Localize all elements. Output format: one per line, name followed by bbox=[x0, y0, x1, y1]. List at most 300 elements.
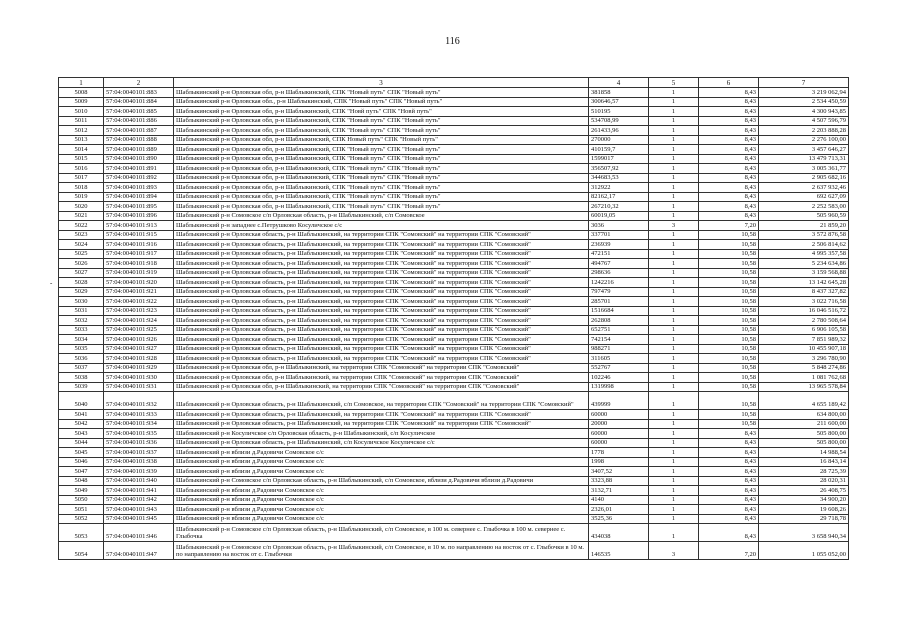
row-number-cell: 5031 bbox=[59, 306, 104, 316]
category-cell: 3 bbox=[649, 542, 699, 560]
area-cell: 410159,7 bbox=[589, 145, 649, 155]
table-row bbox=[59, 249, 849, 259]
category-cell: 1 bbox=[649, 240, 699, 250]
rate-cell: 8,43 bbox=[699, 467, 759, 477]
category-cell: 1 bbox=[649, 514, 699, 524]
table-row bbox=[59, 230, 849, 240]
category-cell: 1 bbox=[649, 297, 699, 307]
area-cell: 494767 bbox=[589, 259, 649, 269]
row-number-cell: 5020 bbox=[59, 202, 104, 212]
cadastral-value-cell: 2 276 100,00 bbox=[759, 135, 849, 145]
row-number-cell: 5011 bbox=[59, 116, 104, 126]
rate-cell: 10,58 bbox=[699, 268, 759, 278]
table-row bbox=[59, 97, 849, 107]
category-cell: 1 bbox=[649, 467, 699, 477]
address-cell: Шаблыкинский р-н вблизи д.Радовичи Сомовское с/с bbox=[174, 514, 589, 524]
rate-cell: 10,58 bbox=[699, 306, 759, 316]
address-cell: Шаблыкинский р-н Орловская область, р-н Шаблыкинский, на территории СПК "Сомовский" на территории СПК "Сомовский" bbox=[174, 335, 589, 345]
area-cell: 652751 bbox=[589, 325, 649, 335]
category-cell: 1 bbox=[649, 429, 699, 439]
address-cell: Шаблыкинский р-н Орловская область, р-н Шаблыкинский, на территории СПК "Сомовский" на территории СПК "Сомовский" bbox=[174, 410, 589, 420]
table-row bbox=[59, 192, 849, 202]
address-cell: Шаблыкинский р-н Орловская область, р-н Шаблыкинский, на территории СПК "Сомовский" на территории СПК "Сомовский" bbox=[174, 419, 589, 429]
cadastral-number-cell: 57:04:0040101:921 bbox=[104, 287, 174, 297]
category-cell: 1 bbox=[649, 373, 699, 383]
address-cell: Шаблыкинский р-н Косуличское с/п Орловская область, р-н Шаблыкинский, с/п Косуличское bbox=[174, 429, 589, 439]
area-cell: 60000 bbox=[589, 438, 649, 448]
category-cell: 1 bbox=[649, 126, 699, 136]
cadastral-number-cell: 57:04:0040101:936 bbox=[104, 438, 174, 448]
row-number-cell: 5030 bbox=[59, 297, 104, 307]
row-number-cell: 5022 bbox=[59, 221, 104, 231]
row-number-cell: 5027 bbox=[59, 268, 104, 278]
address-cell: Шаблыкинский р-н Орловская обл, р-н Шаблыкинский, на территории СПК "Сомовский" на территории СПК "Сомовский" bbox=[174, 363, 589, 373]
table-row bbox=[59, 505, 849, 515]
area-cell: 2326,01 bbox=[589, 505, 649, 515]
area-cell: 312922 bbox=[589, 183, 649, 193]
cadastral-value-cell: 28 725,39 bbox=[759, 467, 849, 477]
rate-cell: 10,58 bbox=[699, 297, 759, 307]
table-row bbox=[59, 542, 849, 560]
category-cell: 1 bbox=[649, 438, 699, 448]
rate-cell: 8,43 bbox=[699, 164, 759, 174]
cadastral-number-cell: 57:04:0040101:924 bbox=[104, 316, 174, 326]
cadastral-value-cell: 4 655 189,42 bbox=[759, 392, 849, 410]
address-cell: Шаблыкинский р-н Орловская область, р-н Шаблыкинский, на территории СПК "Сомовский" на территории СПК "Сомовский" bbox=[174, 249, 589, 259]
header-cell: 1 bbox=[59, 78, 104, 88]
category-cell: 1 bbox=[649, 382, 699, 392]
rate-cell: 8,43 bbox=[699, 183, 759, 193]
cadastral-value-cell: 505 800,00 bbox=[759, 429, 849, 439]
rate-cell: 8,43 bbox=[699, 192, 759, 202]
address-cell: Шаблыкинский р-н Орловская обл, р-н Шаблыкинский, СПК "Новый путь" СПК "Новый путь" bbox=[174, 164, 589, 174]
rate-cell: 10,58 bbox=[699, 278, 759, 288]
table-row bbox=[59, 495, 849, 505]
rate-cell: 8,43 bbox=[699, 438, 759, 448]
cadastral-number-cell: 57:04:0040101:919 bbox=[104, 268, 174, 278]
category-cell: 1 bbox=[649, 457, 699, 467]
cadastral-value-cell: 4 507 596,79 bbox=[759, 116, 849, 126]
area-cell: 102246 bbox=[589, 373, 649, 383]
address-cell: Шаблыкинский р-н Сомовское с/п Орловская область, р-н Шаблыкинский, с/п Сомовское, вблизи д.Радовичи вблизи д.Радовичи bbox=[174, 476, 589, 486]
cadastral-value-cell: 4 300 943,85 bbox=[759, 107, 849, 117]
row-number-cell: 5051 bbox=[59, 505, 104, 515]
cadastral-value-cell: 29 718,78 bbox=[759, 514, 849, 524]
table-body bbox=[59, 88, 849, 560]
address-cell: Шаблыкинский р-н Орловская обл, р-н Шаблыкинский, СПК "Новый путь" СПК "Новый путь" bbox=[174, 173, 589, 183]
table-row bbox=[59, 240, 849, 250]
address-cell: Шаблыкинский р-н Орловская обл, р-н Шаблыкинский, СПК "Новый путь" СПК "Новый путь" bbox=[174, 202, 589, 212]
cadastral-value-cell: 10 455 907,18 bbox=[759, 344, 849, 354]
row-number-cell: 5014 bbox=[59, 145, 104, 155]
cadastral-value-cell: 28 020,31 bbox=[759, 476, 849, 486]
cadastral-value-cell: 26 408,75 bbox=[759, 486, 849, 496]
cadastral-value-cell: 3 005 361,77 bbox=[759, 164, 849, 174]
table-row bbox=[59, 392, 849, 410]
address-cell: Шаблыкинский р-н Орловская область, р-н Шаблыкинский, на территории СПК "Сомовский" на территории СПК "Сомовский" bbox=[174, 297, 589, 307]
cadastral-number-cell: 57:04:0040101:886 bbox=[104, 116, 174, 126]
category-cell: 1 bbox=[649, 88, 699, 98]
category-cell: 1 bbox=[649, 107, 699, 117]
cadastral-value-cell: 2 506 814,62 bbox=[759, 240, 849, 250]
table-row bbox=[59, 221, 849, 231]
table-row bbox=[59, 287, 849, 297]
category-cell: 1 bbox=[649, 278, 699, 288]
cadastral-value-cell: 13 142 645,28 bbox=[759, 278, 849, 288]
rate-cell: 10,58 bbox=[699, 230, 759, 240]
row-number-cell: 5038 bbox=[59, 373, 104, 383]
row-number-cell: 5034 bbox=[59, 335, 104, 345]
table-row bbox=[59, 164, 849, 174]
area-cell: 552767 bbox=[589, 363, 649, 373]
area-cell: 267210,32 bbox=[589, 202, 649, 212]
cadastral-number-cell: 57:04:0040101:893 bbox=[104, 183, 174, 193]
row-number-cell: 5046 bbox=[59, 457, 104, 467]
area-cell: 20000 bbox=[589, 419, 649, 429]
cadastral-value-cell: 16 843,14 bbox=[759, 457, 849, 467]
rate-cell: 10,58 bbox=[699, 419, 759, 429]
rate-cell: 8,43 bbox=[699, 88, 759, 98]
address-cell: Шаблыкинский р-н вблизи д.Радовичи Сомовское с/с bbox=[174, 448, 589, 458]
rate-cell: 8,43 bbox=[699, 211, 759, 221]
cadastral-value-cell: 1 081 762,68 bbox=[759, 373, 849, 383]
category-cell: 1 bbox=[649, 116, 699, 126]
rate-cell: 10,58 bbox=[699, 373, 759, 383]
cadastral-number-cell: 57:04:0040101:941 bbox=[104, 486, 174, 496]
table-row bbox=[59, 88, 849, 98]
table-row bbox=[59, 419, 849, 429]
row-number-cell: 5016 bbox=[59, 164, 104, 174]
cadastral-number-cell: 57:04:0040101:917 bbox=[104, 249, 174, 259]
table-row bbox=[59, 344, 849, 354]
category-cell: 3 bbox=[649, 221, 699, 231]
address-cell: Шаблыкинский р-н Орловская обл, р-н Шаблыкинский, на территории СПК "Сомовский" на территории СПК "Сомовский" bbox=[174, 373, 589, 383]
area-cell: 270000 bbox=[589, 135, 649, 145]
area-cell: 60000 bbox=[589, 410, 649, 420]
row-number-cell: 5025 bbox=[59, 249, 104, 259]
cadastral-number-cell: 57:04:0040101:918 bbox=[104, 259, 174, 269]
table-row bbox=[59, 268, 849, 278]
area-cell: 60019,05 bbox=[589, 211, 649, 221]
table-row bbox=[59, 429, 849, 439]
row-number-cell: 5032 bbox=[59, 316, 104, 326]
rate-cell: 8,43 bbox=[699, 126, 759, 136]
cadastral-number-cell: 57:04:0040101:925 bbox=[104, 325, 174, 335]
area-cell: 311605 bbox=[589, 354, 649, 364]
category-cell: 1 bbox=[649, 183, 699, 193]
cadastral-value-cell: 3 159 568,88 bbox=[759, 268, 849, 278]
row-number-cell: 5009 bbox=[59, 97, 104, 107]
rate-cell: 10,58 bbox=[699, 259, 759, 269]
header-cell: 3 bbox=[174, 78, 589, 88]
rate-cell: 8,43 bbox=[699, 107, 759, 117]
cadastral-value-cell: 3 296 780,90 bbox=[759, 354, 849, 364]
area-cell: 381858 bbox=[589, 88, 649, 98]
row-number-cell: 5053 bbox=[59, 524, 104, 542]
area-cell: 356507,92 bbox=[589, 164, 649, 174]
category-cell: 1 bbox=[649, 135, 699, 145]
table-row bbox=[59, 410, 849, 420]
table-row bbox=[59, 297, 849, 307]
address-cell: Шаблыкинский р-н Орловская область, р-н Шаблыкинский, с/п Косуличское Косуличское с/с bbox=[174, 438, 589, 448]
table-row bbox=[59, 278, 849, 288]
category-cell: 1 bbox=[649, 448, 699, 458]
address-cell: Шаблыкинский р-н Орловская область, р-н Шаблыкинский, на территории СПК "Сомовский" на территории СПК "Сомовский" bbox=[174, 259, 589, 269]
area-cell: 472151 bbox=[589, 249, 649, 259]
category-cell: 1 bbox=[649, 230, 699, 240]
page-number: 116 bbox=[445, 36, 460, 47]
row-number-cell: 5043 bbox=[59, 429, 104, 439]
area-cell: 1319998 bbox=[589, 382, 649, 392]
cadastral-number-cell: 57:04:0040101:896 bbox=[104, 211, 174, 221]
cadastral-number-cell: 57:04:0040101:915 bbox=[104, 230, 174, 240]
table-row bbox=[59, 373, 849, 383]
cadastral-number-cell: 57:04:0040101:939 bbox=[104, 467, 174, 477]
category-cell: 1 bbox=[649, 354, 699, 364]
header-cell: 7 bbox=[759, 78, 849, 88]
table-row bbox=[59, 524, 849, 542]
cadastral-value-cell: 3 219 062,94 bbox=[759, 88, 849, 98]
cadastral-number-cell: 57:04:0040101:916 bbox=[104, 240, 174, 250]
table-row bbox=[59, 316, 849, 326]
header-cell: 2 bbox=[104, 78, 174, 88]
cadastral-number-cell: 57:04:0040101:920 bbox=[104, 278, 174, 288]
row-number-cell: 5050 bbox=[59, 495, 104, 505]
area-cell: 439999 bbox=[589, 392, 649, 410]
category-cell: 1 bbox=[649, 524, 699, 542]
category-cell: 1 bbox=[649, 192, 699, 202]
category-cell: 1 bbox=[649, 259, 699, 269]
row-number-cell: 5044 bbox=[59, 438, 104, 448]
table-row bbox=[59, 126, 849, 136]
address-cell: Шаблыкинский р-н Орловская область, р-н Шаблыкинский, на территории СПК "Сомовский" на территории СПК "Сомовский" bbox=[174, 306, 589, 316]
table-row bbox=[59, 486, 849, 496]
cadastral-value-cell: 19 608,26 bbox=[759, 505, 849, 515]
category-cell: 1 bbox=[649, 495, 699, 505]
row-number-cell: 5047 bbox=[59, 467, 104, 477]
table-row bbox=[59, 467, 849, 477]
cadastral-number-cell: 57:04:0040101:933 bbox=[104, 410, 174, 420]
cadastral-number-cell: 57:04:0040101:885 bbox=[104, 107, 174, 117]
area-cell: 236939 bbox=[589, 240, 649, 250]
row-number-cell: 5013 bbox=[59, 135, 104, 145]
table-row bbox=[59, 173, 849, 183]
cadastral-value-cell: 1 055 052,00 bbox=[759, 542, 849, 560]
row-number-cell: 5054 bbox=[59, 542, 104, 560]
row-number-cell: 5037 bbox=[59, 363, 104, 373]
row-number-cell: 5026 bbox=[59, 259, 104, 269]
category-cell: 1 bbox=[649, 335, 699, 345]
cadastral-number-cell: 57:04:0040101:938 bbox=[104, 457, 174, 467]
table-row bbox=[59, 382, 849, 392]
rate-cell: 8,43 bbox=[699, 448, 759, 458]
cadastral-value-cell: 3 572 876,58 bbox=[759, 230, 849, 240]
cadastral-number-cell: 57:04:0040101:892 bbox=[104, 173, 174, 183]
address-cell: Шаблыкинский р-н Орловская обл., р-н Шаблыкинский, СПК "Новый путь" СПК "Новый путь" bbox=[174, 97, 589, 107]
area-cell: 742154 bbox=[589, 335, 649, 345]
address-cell: Шаблыкинский р-н Орловская область, р-н Шаблыкинский, на территории СПК "Сомовский" на территории СПК "Сомовский" bbox=[174, 287, 589, 297]
category-cell: 1 bbox=[649, 306, 699, 316]
address-cell: Шаблыкинский р-н Орловская обл, р-н Шаблыкинский, СПК Новый путь" СПК "Новый путь" bbox=[174, 135, 589, 145]
rate-cell: 10,58 bbox=[699, 287, 759, 297]
address-cell: Шаблыкинский р-н Орловская область, р-н Шаблыкинский, на территории СПК "Сомовский" на территории СПК "Сомовский" bbox=[174, 325, 589, 335]
area-cell: 3525,36 bbox=[589, 514, 649, 524]
rate-cell: 8,43 bbox=[699, 486, 759, 496]
rate-cell: 7,20 bbox=[699, 221, 759, 231]
row-number-cell: 5039 bbox=[59, 382, 104, 392]
row-number-cell: 5041 bbox=[59, 410, 104, 420]
rate-cell: 10,58 bbox=[699, 382, 759, 392]
table-row bbox=[59, 306, 849, 316]
header-row bbox=[59, 78, 849, 88]
cadastral-value-cell: 4 995 357,58 bbox=[759, 249, 849, 259]
category-cell: 1 bbox=[649, 249, 699, 259]
row-number-cell: 5036 bbox=[59, 354, 104, 364]
area-cell: 298636 bbox=[589, 268, 649, 278]
area-cell: 1998 bbox=[589, 457, 649, 467]
row-number-cell: 5010 bbox=[59, 107, 104, 117]
cadastral-value-cell: 505 800,00 bbox=[759, 438, 849, 448]
table-row bbox=[59, 325, 849, 335]
cadastral-number-cell: 57:04:0040101:890 bbox=[104, 154, 174, 164]
cadastral-number-cell: 57:04:0040101:926 bbox=[104, 335, 174, 345]
address-cell: Шаблыкинский р-н вблизи д.Радовичи Сомовское с/с bbox=[174, 495, 589, 505]
cadastral-number-cell: 57:04:0040101:929 bbox=[104, 363, 174, 373]
cadastral-number-cell: 57:04:0040101:932 bbox=[104, 392, 174, 410]
cadastral-number-cell: 57:04:0040101:923 bbox=[104, 306, 174, 316]
category-cell: 1 bbox=[649, 287, 699, 297]
table-row bbox=[59, 116, 849, 126]
category-cell: 1 bbox=[649, 505, 699, 515]
cadastral-number-cell: 57:04:0040101:895 bbox=[104, 202, 174, 212]
rate-cell: 10,58 bbox=[699, 316, 759, 326]
area-cell: 3407,52 bbox=[589, 467, 649, 477]
category-cell: 1 bbox=[649, 154, 699, 164]
table-row bbox=[59, 154, 849, 164]
area-cell: 261433,96 bbox=[589, 126, 649, 136]
address-cell: Шаблыкинский р-н Орловская обл, р-н Шаблыкинский, СПК "Новый путь" СПК "Новый путь" bbox=[174, 145, 589, 155]
table-row bbox=[59, 211, 849, 221]
cadastral-number-cell: 57:04:0040101:928 bbox=[104, 354, 174, 364]
cadastral-value-cell: 211 600,00 bbox=[759, 419, 849, 429]
rate-cell: 8,43 bbox=[699, 524, 759, 542]
cadastral-number-cell: 57:04:0040101:934 bbox=[104, 419, 174, 429]
row-number-cell: 5033 bbox=[59, 325, 104, 335]
rate-cell: 8,43 bbox=[699, 514, 759, 524]
area-cell: 146535 bbox=[589, 542, 649, 560]
row-number-cell: 5028 bbox=[59, 278, 104, 288]
cadastral-number-cell: 57:04:0040101:945 bbox=[104, 514, 174, 524]
cadastral-number-cell: 57:04:0040101:883 bbox=[104, 88, 174, 98]
row-number-cell: 5018 bbox=[59, 183, 104, 193]
cadastral-value-cell: 13 479 713,31 bbox=[759, 154, 849, 164]
address-cell: Шаблыкинский р-н Орловская область, р-н Шаблыкинский, с/п Сомовское, на территории СПК "Сомовский" на территории СПК "Сомовский" bbox=[174, 392, 589, 410]
area-cell: 3323,88 bbox=[589, 476, 649, 486]
cadastral-number-cell: 57:04:0040101:888 bbox=[104, 135, 174, 145]
category-cell: 1 bbox=[649, 97, 699, 107]
cadastral-number-cell: 57:04:0040101:943 bbox=[104, 505, 174, 515]
cadastral-value-cell: 3 658 940,34 bbox=[759, 524, 849, 542]
row-number-cell: 5040 bbox=[59, 392, 104, 410]
category-cell: 1 bbox=[649, 410, 699, 420]
cadastral-value-cell: 2 252 583,00 bbox=[759, 202, 849, 212]
cadastral-number-cell: 57:04:0040101:884 bbox=[104, 97, 174, 107]
row-number-cell: 5024 bbox=[59, 240, 104, 250]
row-number-cell: 5048 bbox=[59, 476, 104, 486]
area-cell: 510195 bbox=[589, 107, 649, 117]
category-cell: 1 bbox=[649, 476, 699, 486]
table-row bbox=[59, 259, 849, 269]
rate-cell: 10,58 bbox=[699, 354, 759, 364]
row-number-cell: 5042 bbox=[59, 419, 104, 429]
cadastral-number-cell: 57:04:0040101:930 bbox=[104, 373, 174, 383]
cadastral-value-cell: 14 988,54 bbox=[759, 448, 849, 458]
category-cell: 1 bbox=[649, 344, 699, 354]
table-row bbox=[59, 457, 849, 467]
rate-cell: 8,43 bbox=[699, 116, 759, 126]
address-cell: Шаблыкинский р-н Сомовское с/п Орловская область, р-н Шаблыкинский, с/п Сомовское, в 10 м. по направлению на восток от с. Глыбочки в 10 м. по направлению на восток от с. Глыбочки bbox=[174, 542, 589, 560]
area-cell: 82162,17 bbox=[589, 192, 649, 202]
cadastral-value-cell: 2 780 508,64 bbox=[759, 316, 849, 326]
address-cell: Шаблыкинский р-н Орловская область, р-н Шаблыкинский, на территории СПК "Сомовский" на территории СПК "Сомовский" bbox=[174, 268, 589, 278]
address-cell: Шаблыкинский р-н вблизи д.Радовичи Сомовское с/с bbox=[174, 505, 589, 515]
cadastral-number-cell: 57:04:0040101:913 bbox=[104, 221, 174, 231]
row-number-cell: 5045 bbox=[59, 448, 104, 458]
rate-cell: 8,43 bbox=[699, 429, 759, 439]
cadastral-number-cell: 57:04:0040101:889 bbox=[104, 145, 174, 155]
area-cell: 1242216 bbox=[589, 278, 649, 288]
category-cell: 1 bbox=[649, 145, 699, 155]
cadastral-value-cell: 13 965 578,84 bbox=[759, 382, 849, 392]
cadastral-value-cell: 3 457 646,27 bbox=[759, 145, 849, 155]
table-row bbox=[59, 202, 849, 212]
row-number-cell: 5052 bbox=[59, 514, 104, 524]
row-number-cell: 5021 bbox=[59, 211, 104, 221]
cadastral-number-cell: 57:04:0040101:942 bbox=[104, 495, 174, 505]
address-cell: Шаблыкинский р-н вблизи д.Радовичи Сомовское с/с bbox=[174, 467, 589, 477]
area-cell: 434038 bbox=[589, 524, 649, 542]
rate-cell: 10,58 bbox=[699, 249, 759, 259]
address-cell: Шаблыкинский р-н вблизи д.Радовичи Сомовское с/с bbox=[174, 457, 589, 467]
rate-cell: 10,58 bbox=[699, 325, 759, 335]
cadastral-number-cell: 57:04:0040101:891 bbox=[104, 164, 174, 174]
cadastral-value-cell: 34 900,20 bbox=[759, 495, 849, 505]
header-cell: 4 bbox=[589, 78, 649, 88]
cadastral-number-cell: 57:04:0040101:927 bbox=[104, 344, 174, 354]
table-row bbox=[59, 438, 849, 448]
row-number-cell: 5023 bbox=[59, 230, 104, 240]
address-cell: Шаблыкинский р-н Сомовское с/п Орловская область, р-н Шаблыкинский, с/п Сомовское, в 100 м. севернее с. Глыбочка в 100 м. севернее с. Глыбочка bbox=[174, 524, 589, 542]
area-cell: 344683,53 bbox=[589, 173, 649, 183]
category-cell: 1 bbox=[649, 363, 699, 373]
rate-cell: 10,58 bbox=[699, 410, 759, 420]
address-cell: Шаблыкинский р-н Орловская обл, р-н Шаблыкинский, СПК "Новый путь" СПК "Новый путь" bbox=[174, 183, 589, 193]
header-cell: 5 bbox=[649, 78, 699, 88]
area-cell: 60000 bbox=[589, 429, 649, 439]
address-cell: Шаблыкинский р-н Орловская область, р-н Шаблыкинский, на территории СПК "Сомовский" на территории СПК "Сомовский" bbox=[174, 278, 589, 288]
cadastral-value-cell: 2 637 932,46 bbox=[759, 183, 849, 193]
cadastral-value-cell: 6 906 105,58 bbox=[759, 325, 849, 335]
table-row bbox=[59, 476, 849, 486]
category-cell: 1 bbox=[649, 173, 699, 183]
row-number-cell: 5012 bbox=[59, 126, 104, 136]
cadastral-number-cell: 57:04:0040101:940 bbox=[104, 476, 174, 486]
area-cell: 262808 bbox=[589, 316, 649, 326]
table-row bbox=[59, 448, 849, 458]
cadastral-number-cell: 57:04:0040101:931 bbox=[104, 382, 174, 392]
cadastral-number-cell: 57:04:0040101:887 bbox=[104, 126, 174, 136]
cadastral-value-cell: 21 859,20 bbox=[759, 221, 849, 231]
